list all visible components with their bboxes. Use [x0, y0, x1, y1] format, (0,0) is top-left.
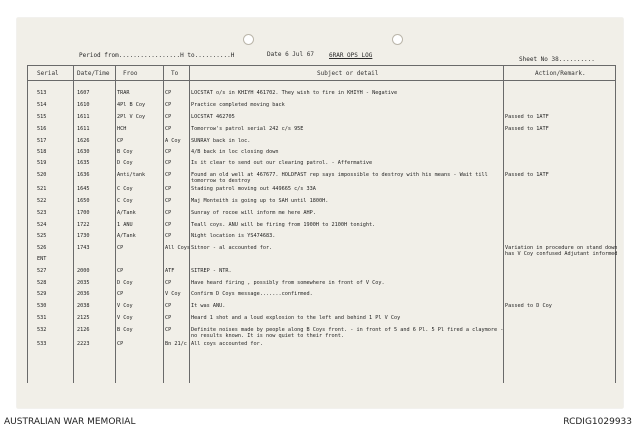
cell-subject: LOCSTAT 462705 [191, 114, 235, 120]
cell-to: CP [165, 160, 172, 166]
cell-serial: 518 [37, 149, 47, 155]
cell-from: A/Tank [117, 233, 136, 239]
cell-subject: Definite noises made by people along B Coys front. - in front of 5 and 6 Pl. 5 Pl fired a claymore - no results known. It is now quiet to their front. [191, 327, 504, 339]
table-row [17, 172, 623, 184]
cell-serial: 533 [37, 341, 47, 347]
punch-hole [243, 34, 254, 45]
table-row [17, 198, 623, 207]
cell-action: Variation in procedure on stand down has V Coy confused Adjutant informed [505, 245, 618, 257]
cell-to: CP [165, 210, 172, 216]
cell-from: 1 ANU [117, 222, 133, 228]
cell-serial: 528 [37, 280, 47, 286]
cell-from: TRAR [117, 90, 130, 96]
table-row [17, 160, 623, 169]
cell-serial: 515 [37, 114, 47, 120]
cell-from: 4Pl B Coy [117, 102, 146, 108]
cell-from: CP [117, 291, 124, 297]
table-row [17, 245, 623, 257]
cell-subject: 4/B back in loc closing down [191, 149, 279, 155]
table-row [17, 186, 623, 195]
cell-subject: Teall coys. ANU will be firing from 1900H to 2100H tonight. [191, 222, 376, 228]
cell-to: CP [165, 222, 172, 228]
cell-date-time: 2038 [77, 303, 90, 309]
cell-serial: 516 [37, 126, 47, 132]
cell-date-time: 2036 [77, 291, 90, 297]
col-to: To [171, 70, 179, 77]
cell-from: HCH [117, 126, 127, 132]
cell-serial: 524 [37, 222, 47, 228]
cell-date-time: 1630 [77, 149, 90, 155]
date-value: 6 Jul 67 [285, 51, 314, 58]
cell-subject: Is it clear to send out our clearing patrol. - Affermative [191, 160, 373, 166]
cell-subject: Have heard firing , possibly from somewhere in front of V Coy. [191, 280, 385, 286]
cell-to: CP [165, 149, 172, 155]
footer-catalogue-id: RCDIG1029933 [563, 417, 632, 427]
cell-date-time: 2000 [77, 268, 90, 274]
cell-subject: Found an old well at 467677. HOLDFAST rep says impossible to destroy with his means - Wait till tomorrow to destroy [191, 172, 488, 184]
cell-date-time: 1610 [77, 102, 90, 108]
table-row [17, 315, 623, 324]
cell-subject: Stading patrol moving out 449665 c/s 33A [191, 186, 316, 192]
cell-from: C Coy [117, 186, 133, 192]
cell-from: CP [117, 268, 124, 274]
cell-serial: 529 [37, 291, 47, 297]
cell-date-time: 2126 [77, 327, 90, 333]
cell-from: A/Tank [117, 210, 136, 216]
cell-date-time: 1722 [77, 222, 90, 228]
col-subject: Subject or detail [317, 70, 379, 77]
cell-from: CP [117, 138, 124, 144]
cell-to: CP [165, 280, 172, 286]
cell-date-time: 1743 [77, 245, 90, 251]
cell-to: CP [165, 233, 172, 239]
table-row [17, 256, 623, 265]
cell-action: Passed to 1ATF [505, 114, 549, 120]
cell-subject: Confirm D Coys message.......confirmed. [191, 291, 313, 297]
cell-date-time: 1611 [77, 126, 90, 132]
cell-serial: 514 [37, 102, 47, 108]
cell-subject: Sunray of rocoe will inform me here AHP. [191, 210, 316, 216]
table-row [17, 90, 623, 99]
cell-subject: SUNRAY back in loc. [191, 138, 251, 144]
cell-date-time: 1611 [77, 114, 90, 120]
cell-from: 2Pl V Coy [117, 114, 146, 120]
cell-date-time: 1730 [77, 233, 90, 239]
cell-to: A Coy [165, 138, 181, 144]
table-row [17, 114, 623, 123]
table-row [17, 149, 623, 158]
cell-to: CP [165, 102, 172, 108]
footer-archive: AUSTRALIAN WAR MEMORIAL [4, 417, 136, 427]
cell-to: CP [165, 126, 172, 132]
cell-from: D Coy [117, 160, 133, 166]
cell-date-time: 1645 [77, 186, 90, 192]
cell-action: Passed to 1ATF [505, 172, 549, 178]
cell-date-time: 1636 [77, 172, 90, 178]
cell-serial: 532 [37, 327, 47, 333]
table-row [17, 210, 623, 219]
period-header: Period from.................H to..........H [79, 52, 235, 59]
sheet-number: Sheet No 38.......... [519, 56, 595, 63]
cell-serial: 530 [37, 303, 47, 309]
cell-serial: 513 [37, 90, 47, 96]
cell-serial: 525 [37, 233, 47, 239]
cell-from: D Coy [117, 280, 133, 286]
table-row [17, 341, 623, 350]
table-row [17, 233, 623, 242]
cell-action: Passed to 1ATF [505, 126, 549, 132]
cell-from: C Coy [117, 198, 133, 204]
cell-to: CP [165, 327, 172, 333]
cell-serial: ENT [37, 256, 47, 262]
cell-serial: 520 [37, 172, 47, 178]
cell-from: B Coy [117, 327, 133, 333]
table-row [17, 280, 623, 289]
cell-serial: 531 [37, 315, 47, 321]
date-header: Date 6 Jul 67 [267, 51, 314, 58]
cell-to: CP [165, 198, 172, 204]
col-action: Action/Remark. [535, 70, 586, 77]
punch-hole [392, 34, 403, 45]
cell-date-time: 2125 [77, 315, 90, 321]
cell-from: B Coy [117, 149, 133, 155]
cell-from: CP [117, 245, 124, 251]
table-row [17, 138, 623, 147]
table-row [17, 126, 623, 135]
table-row [17, 268, 623, 277]
cell-subject: SITREP - NTR. [191, 268, 232, 274]
cell-date-time: 1607 [77, 90, 90, 96]
cell-date-time: 1626 [77, 138, 90, 144]
log-sheet [17, 18, 623, 408]
table-row [17, 327, 623, 339]
col-from: Froo [123, 70, 138, 77]
cell-subject: All coys accounted for. [191, 341, 263, 347]
cell-date-time: 1700 [77, 210, 90, 216]
cell-from: V Coy [117, 303, 133, 309]
col-serial: Serial [37, 70, 59, 77]
cell-subject: It was ANU. [191, 303, 226, 309]
cell-to: Bn 21/c [165, 341, 187, 347]
cell-serial: 522 [37, 198, 47, 204]
table-row [17, 102, 623, 111]
cell-subject: Heard 1 shot and a loud explosion to the left and behind 1 Pl V Coy [191, 315, 401, 321]
cell-date-time: 1635 [77, 160, 90, 166]
cell-to: V Coy [165, 291, 181, 297]
cell-to: CP [165, 315, 172, 321]
cell-to: CP [165, 172, 172, 178]
cell-to: ATF [165, 268, 175, 274]
cell-date-time: 2223 [77, 341, 90, 347]
col-date-time: Date/Time [77, 70, 110, 77]
cell-from: CP [117, 341, 124, 347]
table-row [17, 291, 623, 300]
cell-date-time: 2035 [77, 280, 90, 286]
cell-serial: 527 [37, 268, 47, 274]
cell-subject: Night location is YS474683. [191, 233, 276, 239]
cell-subject: Sitnor - al accounted for. [191, 245, 273, 251]
cell-to: All Coys [165, 245, 190, 251]
cell-serial: 517 [37, 138, 47, 144]
cell-from: Anti/tank [117, 172, 146, 178]
cell-serial: 523 [37, 210, 47, 216]
cell-to: CP [165, 186, 172, 192]
cell-action: Passed to D Coy [505, 303, 552, 309]
table-row [17, 303, 623, 312]
cell-to: CP [165, 90, 172, 96]
cell-subject: LOCSTAT o/s in KHIYH 461702. They wish to fire in KHIYH - Negative [191, 90, 398, 96]
cell-serial: 526 [37, 245, 47, 251]
cell-to: CP [165, 303, 172, 309]
cell-serial: 521 [37, 186, 47, 192]
cell-to: CP [165, 114, 172, 120]
table-row [17, 222, 623, 231]
cell-from: V Coy [117, 315, 133, 321]
cell-subject: Practice completed moving back [191, 102, 285, 108]
cell-serial: 519 [37, 160, 47, 166]
cell-date-time: 1650 [77, 198, 90, 204]
cell-subject: Tomorrow's patrol serial 242 c/s 95E [191, 126, 304, 132]
cell-subject: Maj Monteith is going up to SAH until 1800H. [191, 198, 329, 204]
unit-title: 6RAR OPS LOG [329, 52, 373, 59]
